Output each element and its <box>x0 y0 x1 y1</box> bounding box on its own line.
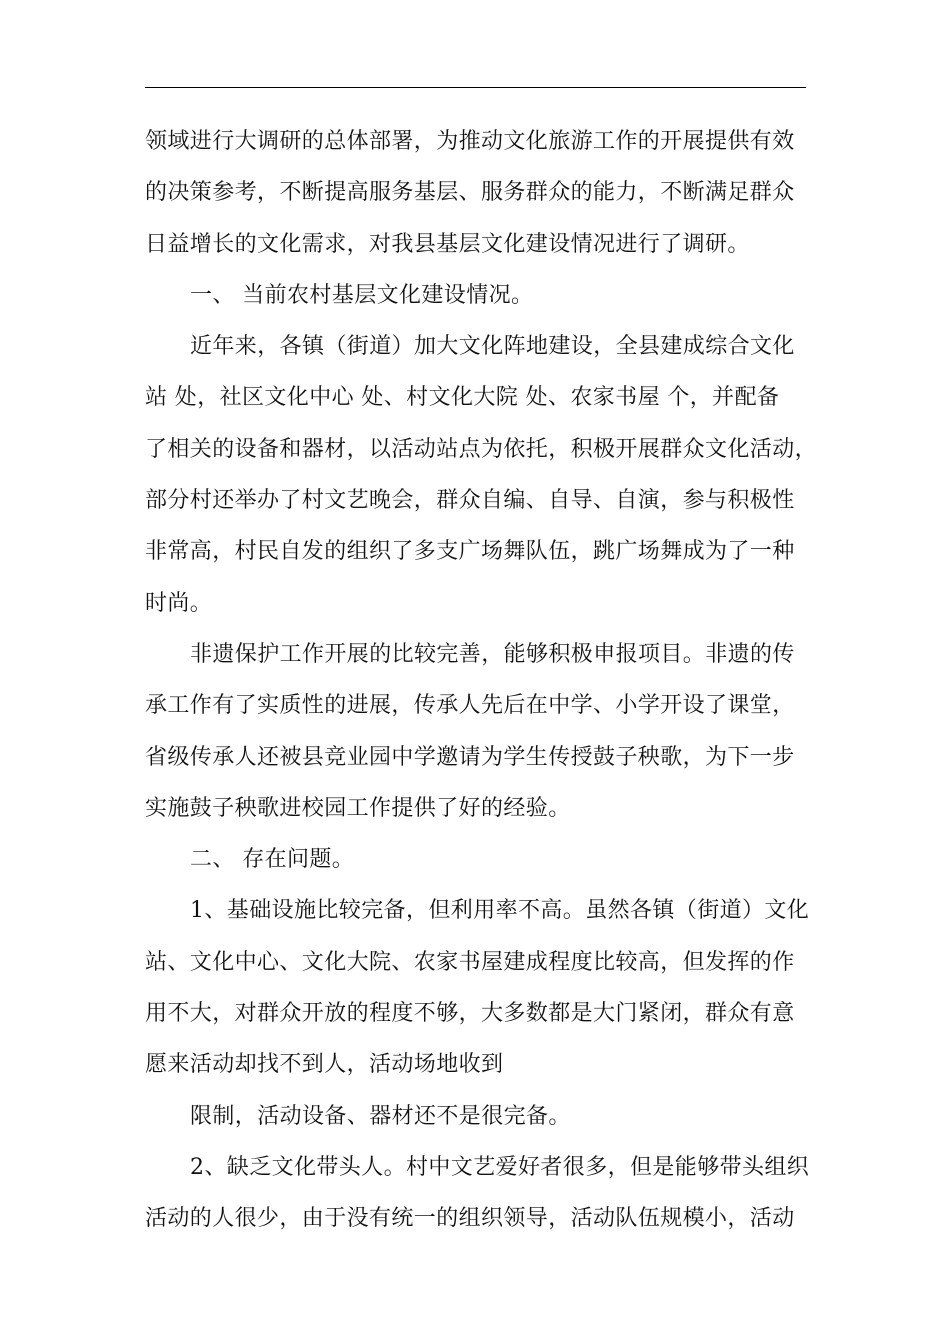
text-line: 站、文化中心、文化大院、农家书屋建成程度比较高，但发挥的作 <box>145 949 795 975</box>
text-line: 非遗保护工作开展的比较完善，能够积极申报项目。非遗的传 <box>190 641 795 667</box>
text-line: 站 处，社区文化中心 处、村文化大院 处、农家书屋 个，并配备 <box>145 385 780 411</box>
text-line: 1、基础设施比较完备，但利用率不高。虽然各镇（街道）文化 <box>190 898 810 924</box>
text-line: 用不大，对群众开放的程度不够，大多数都是大门紧闭，群众有意 <box>145 1001 795 1027</box>
text-line: 实施鼓子秧歌进校园工作提供了好的经验。 <box>145 795 571 821</box>
text-line: 了相关的设备和器材，以活动站点为依托，积极开展群众文化活动， <box>145 436 818 462</box>
text-line: 承工作有了实质性的进展，传承人先后在中学、小学开设了课堂， <box>145 693 795 719</box>
text-line: 日益增长的文化需求，对我县基层文化建设情况进行了调研。 <box>145 231 750 257</box>
text-line: 领域进行大调研的总体部署，为推动文化旅游工作的开展提供有效 <box>145 129 795 154</box>
text-line: 近年来，各镇（街道）加大文化阵地建设，全县建成综合文化 <box>190 334 795 360</box>
text-line: 愿来活动却找不到人，活动场地收到 <box>145 1052 504 1078</box>
text-line: 的决策参考，不断提高服务基层、服务群众的能力，不断满足群众 <box>145 180 795 206</box>
text-line: 二、 存在问题。 <box>190 847 355 873</box>
text-line: 非常高，村民自发的组织了多支广场舞队伍，跳广场舞成为了一种 <box>145 539 795 565</box>
text-line: 时尚。 <box>145 590 213 616</box>
text-line: 2、缺乏文化带头人。村中文艺爱好者很多，但是能够带头组织 <box>190 1154 810 1180</box>
text-line: 部分村还举办了村文艺晚会，群众自编、自导、自演，参与积极性 <box>145 488 795 514</box>
text-line: 省级传承人还被县竞业园中学邀请为学生传授鼓子秧歌，为下一步 <box>145 744 795 770</box>
text-line: 活动的人很少，由于没有统一的组织领导，活动队伍规模小，活动 <box>145 1206 795 1232</box>
text-line: 一、 当前农村基层文化建设情况。 <box>190 282 534 308</box>
text-line: 限制，活动设备、器材还不是很完备。 <box>190 1103 571 1129</box>
document-body <box>145 116 818 1245</box>
header-rule <box>145 87 806 88</box>
